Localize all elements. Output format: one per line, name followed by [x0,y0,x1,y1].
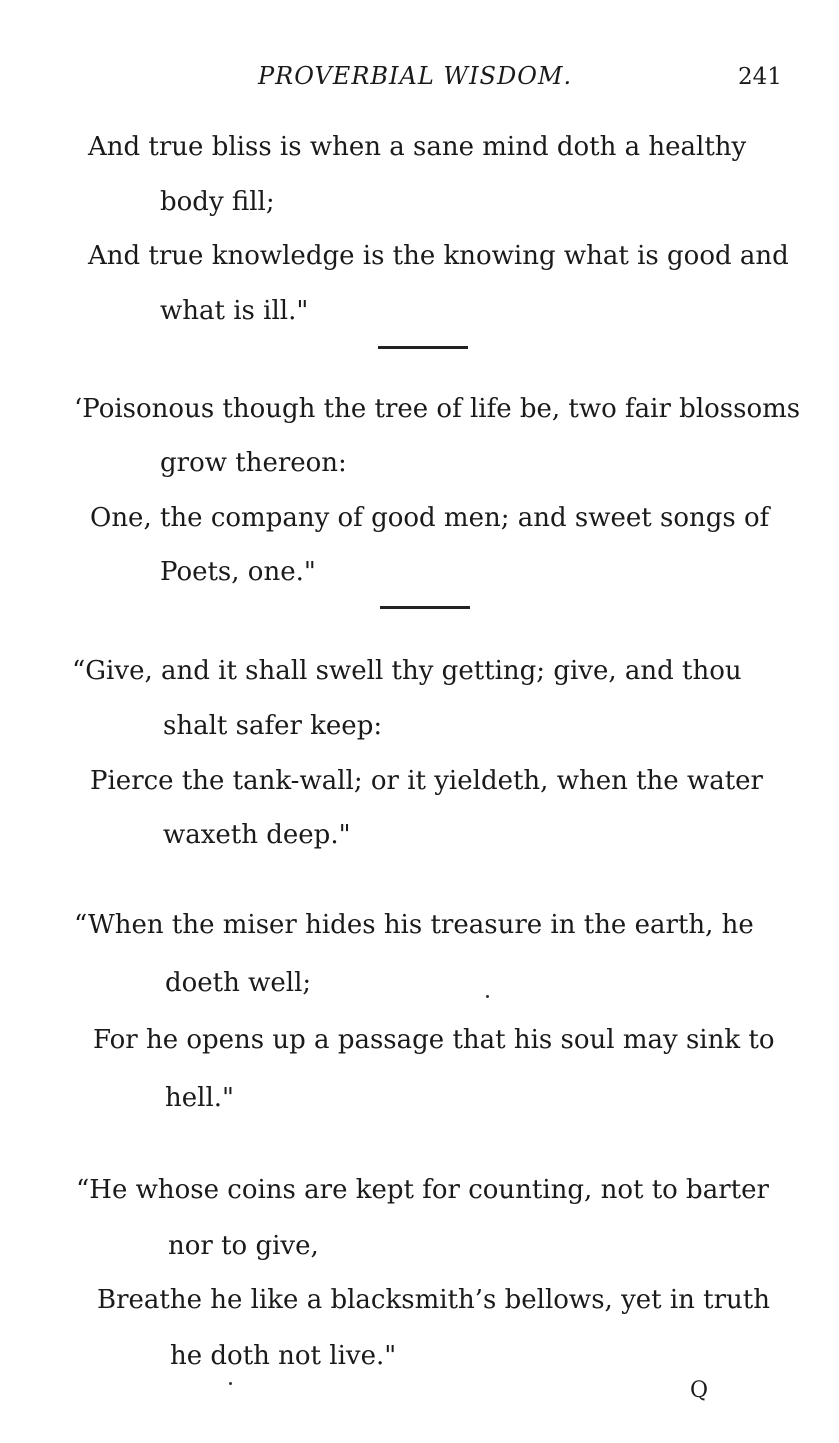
print-speck [486,995,489,998]
stanza-5-line-2: nor to give, [168,1231,319,1261]
stanza-1-line-3: And true knowledge is the knowing what is good and [88,241,789,271]
stanza-5-line-4: he doth not live." [170,1341,397,1371]
stanza-1-line-2: body fill; [160,187,275,217]
page-number: 241 [738,64,782,90]
stanza-1-line-4: what is ill." [160,296,309,326]
stanza-4-line-2: doeth well; [165,968,312,998]
stanza-2-line-3: One, the company of good men; and sweet songs of [90,503,770,533]
stanza-2-line-4: Poets, one." [160,557,316,587]
stanza-4-line-3: For he opens up a passage that his soul may sink to [93,1025,775,1055]
stanza-3-line-3: Pierce the tank-wall; or it yieldeth, when the water [90,766,763,796]
stanza-5-line-3: Breathe he like a blacksmith’s bellows, yet in truth [97,1285,770,1315]
section-divider [380,606,470,609]
signature-mark: Q [690,1378,709,1403]
stanza-1-line-1: And true bliss is when a sane mind doth a healthy [88,132,747,162]
running-header-title: PROVERBIAL WISDOM. [258,62,573,90]
stanza-2-line-1: ‘Poisonous though the tree of life be, two fair blossoms [74,394,801,424]
stanza-5-line-1: “He whose coins are kept for counting, not to barter [76,1175,769,1205]
print-speck [229,1382,232,1385]
stanza-4-line-1: “When the miser hides his treasure in the earth, he [74,910,754,940]
stanza-3-line-4: waxeth deep." [163,820,351,850]
stanza-4-line-4: hell." [165,1083,234,1113]
stanza-3-line-1: “Give, and it shall swell thy getting; give, and thou [72,656,742,686]
stanza-3-line-2: shalt safer keep: [163,711,383,741]
stanza-2-line-2: grow thereon: [160,448,347,478]
section-divider [378,346,468,349]
